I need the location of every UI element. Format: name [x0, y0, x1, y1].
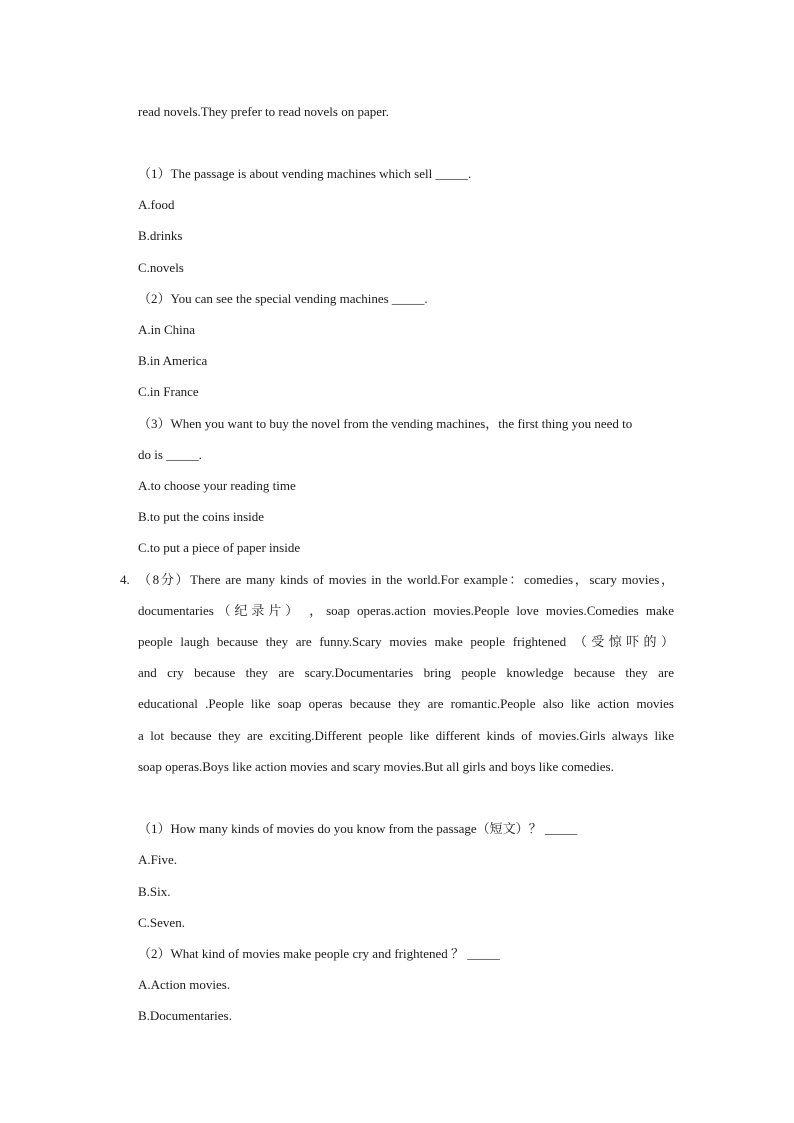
q4-1-option-c: C.Seven.	[138, 915, 185, 930]
q4-1-option-a: A.Five.	[138, 852, 177, 867]
q4-passage-line-2: documentaries（纪录片） ，soap operas.action movies.People love movies.Comedies make	[138, 603, 674, 618]
q4-passage-line-4: and cry because they are scary.Documentaries bring people knowledge because they are	[138, 665, 674, 680]
q3-3-stem-line2: do is _____.	[138, 447, 202, 462]
q3-1-option-a: A.food	[138, 197, 175, 212]
q3-1-stem: （1）The passage is about vending machines which sell _____.	[138, 166, 472, 181]
q3-3-stem-line1: （3）When you want to buy the novel from the vending machines，the first thing you need to	[138, 416, 633, 431]
q4-2-option-b: B.Documentaries.	[138, 1008, 232, 1023]
q3-1-option-c: C.novels	[138, 260, 184, 275]
q4-2-stem: （2）What kind of movies make people cry and frightened ？ _____	[138, 946, 500, 961]
q3-1-option-b: B.drinks	[138, 228, 183, 243]
q3-2-option-c: C.in France	[138, 384, 199, 399]
q4-2-option-a: A.Action movies.	[138, 977, 231, 992]
q4-passage-line-5: educational .People like soap operas because they are romantic.People also like action movies	[138, 696, 674, 711]
passage-3-tail: read novels.They prefer to read novels on paper.	[138, 104, 389, 119]
q3-2-option-b: B.in America	[138, 353, 208, 368]
q4-passage-line-1: （8分）There are many kinds of movies in the world.For example：comedies，scary movies，	[138, 572, 674, 587]
q3-2-stem: （2）You can see the special vending machines _____.	[138, 291, 428, 306]
q4-number: 4.	[120, 572, 130, 587]
q3-3-option-a: A.to choose your reading time	[138, 478, 296, 493]
q3-3-option-c: C.to put a piece of paper inside	[138, 540, 301, 555]
q4-passage-line-3: people laugh because they are funny.Scary movies make people frightened （受惊吓的）	[138, 634, 674, 649]
q3-3-option-b: B.to put the coins inside	[138, 509, 265, 524]
q3-2-option-a: A.in China	[138, 322, 196, 337]
q4-1-option-b: B.Six.	[138, 884, 171, 899]
q4-1-stem: （1）How many kinds of movies do you know from the passage（短文）？ _____	[138, 821, 578, 836]
q4-passage-line-6: a lot because they are exciting.Different people like different kinds of movies.Girls always like	[138, 728, 674, 743]
q4-passage-line-7: soap operas.Boys like action movies and scary movies.But all girls and boys like comedies.	[138, 759, 614, 774]
